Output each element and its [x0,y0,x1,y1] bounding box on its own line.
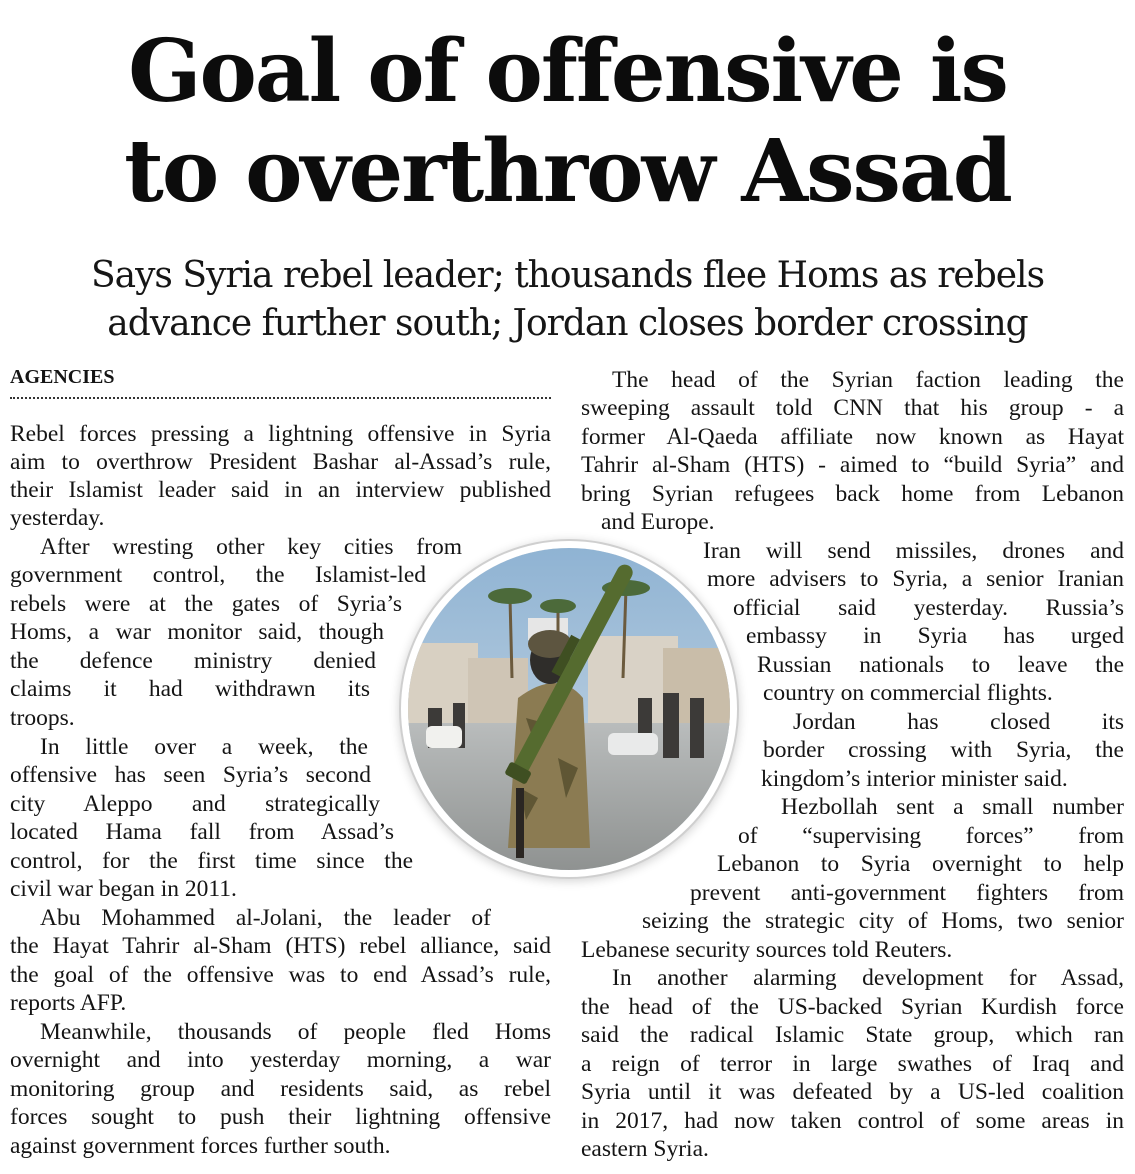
body-line: Hezbollah sent a small number [781,794,1124,820]
body-line: Syria until it was defeated by a US-led coalition [581,1079,1124,1105]
body-line: aim to overthrow President Bashar al-Assad’s rule, [10,449,551,475]
fighter-with-missile-launcher-photo [408,548,730,870]
body-line: claims it had withdrawn its [10,676,370,702]
subheadline [0,252,1135,348]
body-line: Tahrir al-Sham (HTS) - aimed to “build Syria” and [581,452,1124,478]
headline-line-1: Goal of offensive is [128,21,1007,122]
body-line: government control, the Islamist-led [10,562,426,588]
body-line: the Hayat Tahrir al-Sham (HTS) rebel alliance, said [10,933,551,959]
body-line: Jordan has closed its [793,709,1124,735]
body-line: eastern Syria. [581,1136,709,1162]
body-line: Abu Mohammed al-Jolani, the leader of [40,905,491,931]
body-line: embassy in Syria has urged [746,623,1124,649]
body-line: prevent anti-government fighters from [690,880,1124,906]
body-line: Russian nationals to leave the [757,652,1124,678]
body-line: Meanwhile, thousands of people fled Homs [40,1019,551,1045]
body-line: a reign of terror in large swathes of Iraq and [581,1051,1124,1077]
body-line: kingdom’s interior minister said. [761,766,1068,792]
body-line: After wresting other key cities from [40,534,462,560]
body-line: the head of the US-backed Syrian Kurdish force [581,994,1124,1020]
body-line: in 2017, had now taken control of some areas in [581,1108,1124,1134]
body-line: city Aleppo and strategically [10,791,380,817]
body-line: more advisers to Syria, a senior Iranian [707,566,1124,592]
body-line: Iran will send missiles, drones and [703,538,1124,564]
body-line: rebels were at the gates of Syria’s [10,591,402,617]
body-line: border crossing with Syria, the [763,737,1124,763]
headline [0,22,1135,222]
byline: AGENCIES [10,366,551,399]
body-line: offensive has seen Syria’s second [10,762,371,788]
body-line: civil war began in 2011. [10,876,237,902]
body-line: and Europe. [601,509,715,535]
body-line: Homs, a war monitor said, though [10,619,384,645]
body-line: monitoring group and residents said, as rebel [10,1076,551,1102]
body-line: Lebanon to Syria overnight to help [717,851,1124,877]
body-line: overnight and into yesterday morning, a war [10,1047,551,1073]
body-line: sweeping assault told CNN that his group - a [581,395,1124,421]
subheadline-line-2: advance further south; Jordan closes border crossing [107,303,1028,344]
body-line: Lebanese security sources told Reuters. [581,937,953,963]
subheadline-line-1: Says Syria rebel leader; thousands flee Homs as rebels [90,255,1045,296]
body-line: the goal of the offensive was to end Assad’s rule, [10,962,551,988]
body-line: The head of the Syrian faction leading the [612,367,1124,393]
body-line: forces sought to push their lightning offensive [10,1104,551,1130]
body-line: said the radical Islamic State group, which ran [581,1022,1124,1048]
body-line: seizing the strategic city of Homs, two senior [642,908,1124,934]
body-line: against government forces further south. [10,1133,391,1159]
body-line: located Hama fall from Assad’s [10,819,394,845]
body-line: yesterday. [10,505,105,531]
body-line: In another alarming development for Assad, [612,965,1124,991]
body-line: reports AFP. [10,990,127,1016]
body-line: bring Syrian refugees back home from Lebanon [581,481,1124,507]
headline-line-2: to overthrow Assad [124,121,1011,222]
body-line: former Al-Qaeda affiliate now known as Hayat [581,424,1124,450]
body-line: the defence ministry denied [10,648,376,674]
body-line: their Islamist leader said in an interview published [10,477,551,503]
body-line: country on commercial flights. [763,680,1053,706]
body-line: official said yesterday. Russia’s [733,595,1124,621]
body-line: In little over a week, the [40,734,368,760]
body-line: control, for the first time since the [10,848,413,874]
body-line: troops. [10,705,75,731]
body-line: of “supervising forces” from [738,823,1124,849]
body-line: Rebel forces pressing a lightning offensive in Syria [10,421,551,447]
